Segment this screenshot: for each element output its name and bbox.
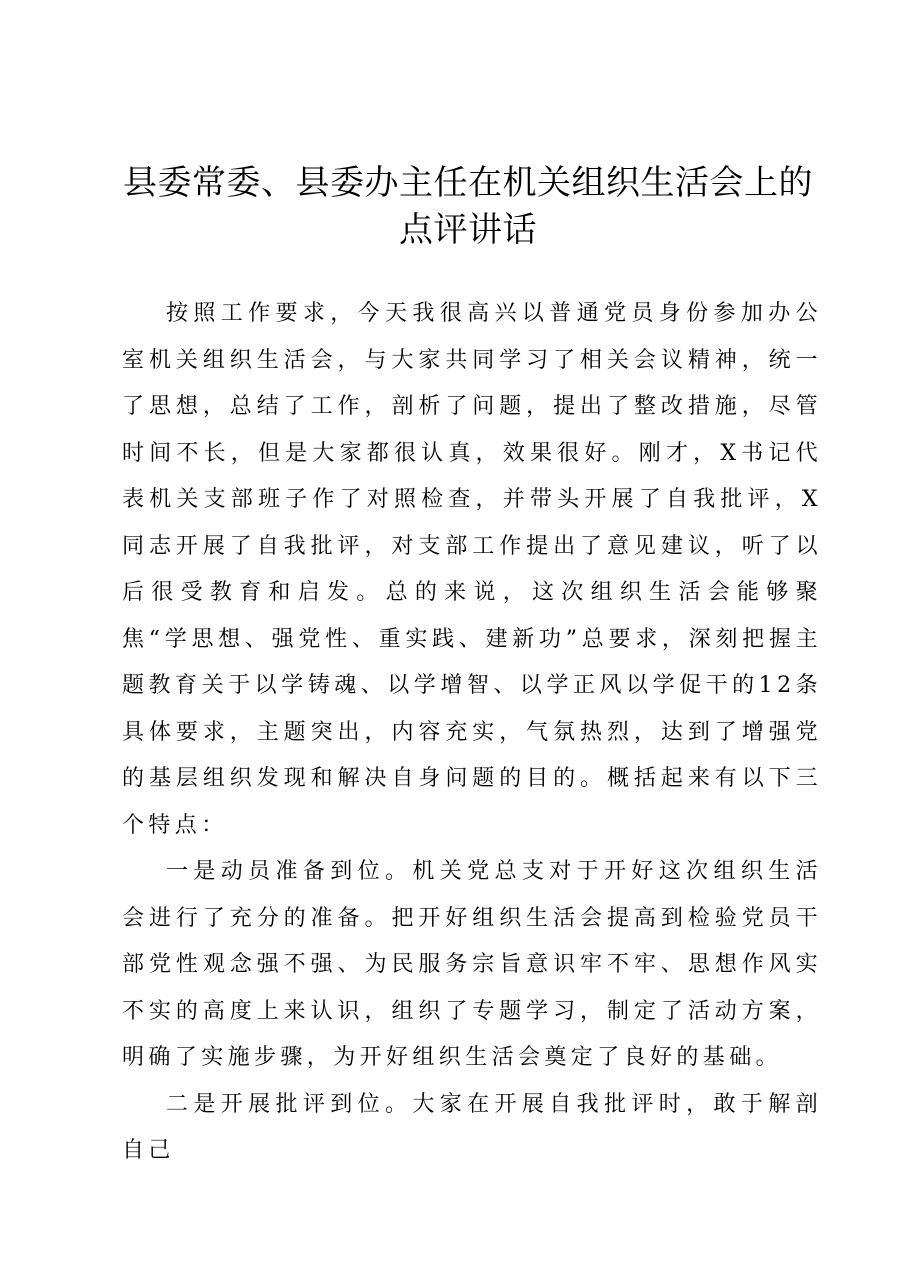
document-body [122,291,822,1175]
document-title: 县委常委、县委办主任在机关组织生活会上的点评讲话 [123,163,813,250]
paragraph-point-one: 一是动员准备到位。机关党总支对于开好这次组织生活会进行了充分的准备。把开好组织生活会提高到检验党员干部党性观念强不强、为民服务宗旨意识牢不牢、思想作风实不实的高度上来认识，组织了专题学习，制定了活动方案，明确了实施步骤，为开好组织生活会奠定了良好的基础。 [122,859,822,1070]
paragraph-point-two: 二是开展批评到位。大家在开展自我批评时，敢于解剖自己 [122,1091,822,1163]
paragraph-intro: 按照工作要求，今天我很高兴以普通党员身份参加办公室机关组织生活会，与大家共同学习了相关会议精神，统一了思想，总结了工作，剖析了问题，提出了整改措施，尽管时间不长，但是大家都很认真，效果很好。刚才，X书记代表机关支部班子作了对照检查，并带头开展了自我批评，X同志开展了自我批评，对支部工作提出了意见建议，听了以后很受教育和启发。总的来说，这次组织生活会能够聚焦“学思想、强党性、重实践、建新功”总要求，深刻把握主题教育关于以学铸魂、以学增智、以学正风以学促干的12条具体要求，主题突出，内容充实，气氛热烈，达到了增强党的基层组织发现和解决自身问题的目的。概括起来有以下三个特点： [122,301,822,838]
